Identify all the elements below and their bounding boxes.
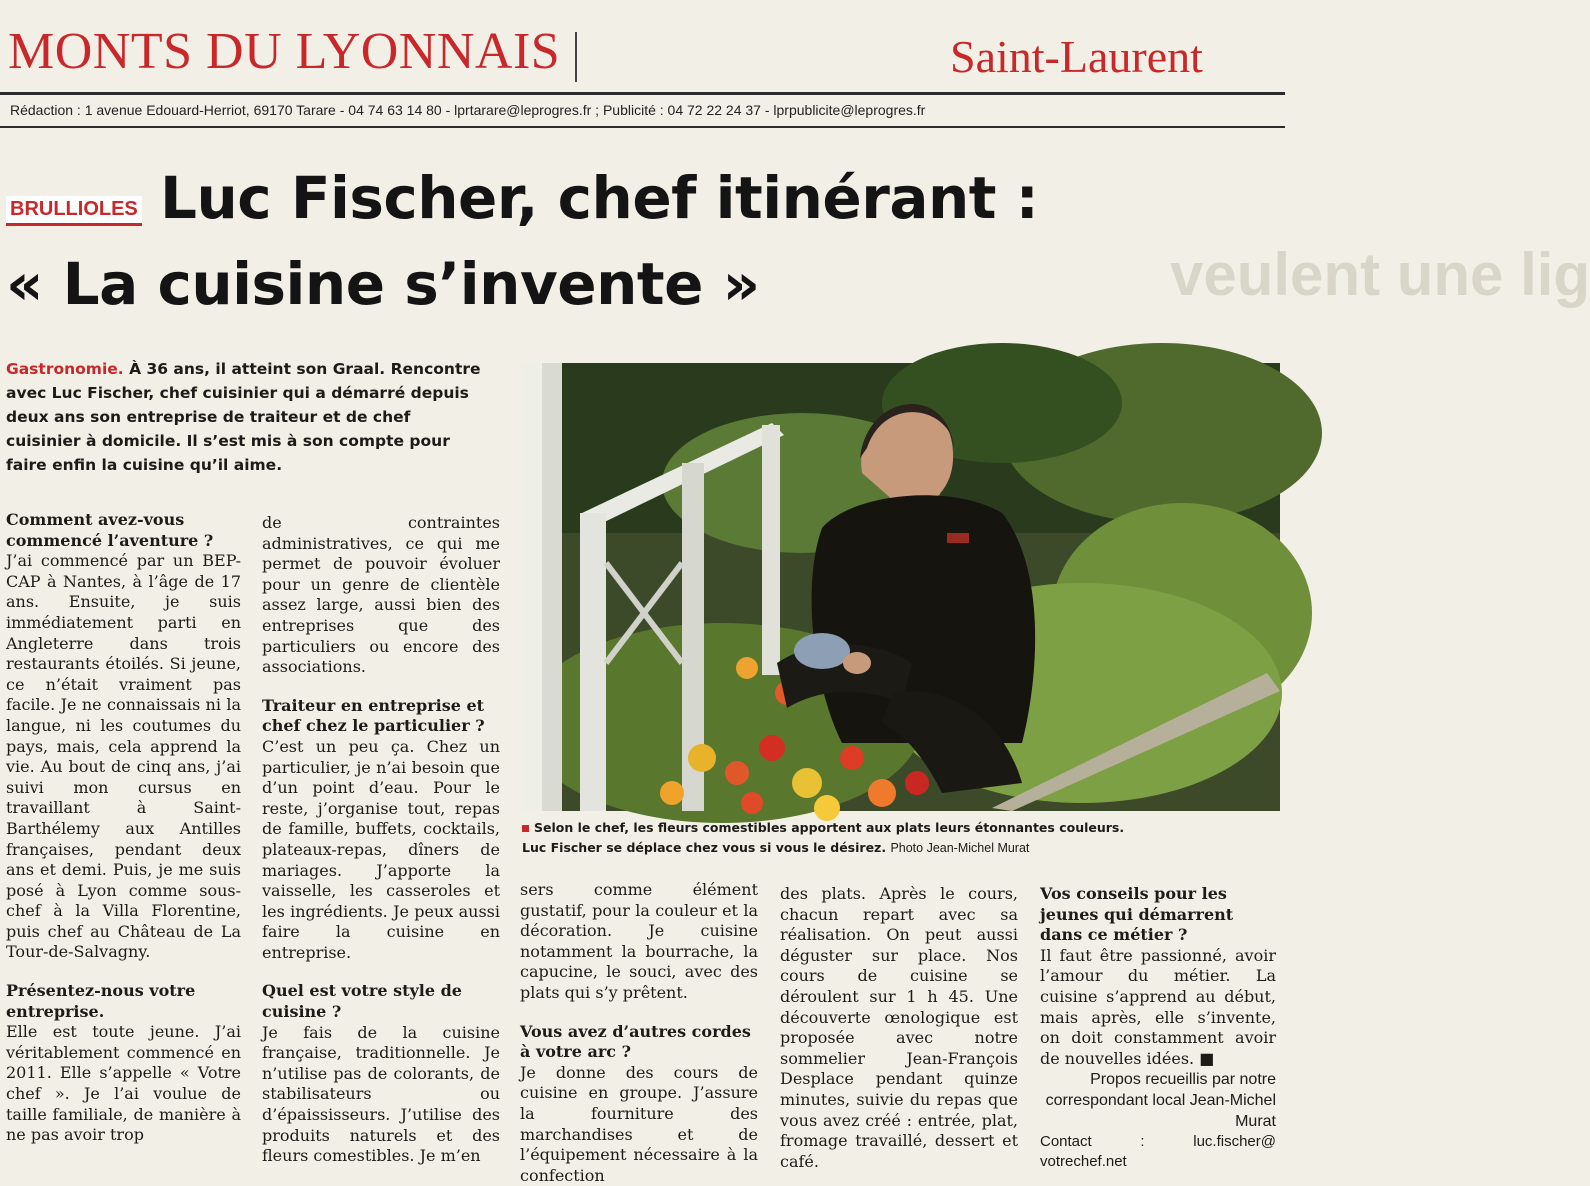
article-column-3 xyxy=(520,880,758,1186)
adjacent-article-headline-fragment: veulent une lig xyxy=(1170,241,1590,308)
editorial-contact-line: Rédaction : 1 avenue Edouard-Herriot, 69170 Tarare - 04 74 63 14 80 - lprtarare@leprogres.fr ; Publicité : 04 72 22 24 37 - lprpublicite@leprogres.fr xyxy=(10,102,926,118)
photo-caption xyxy=(522,818,1282,858)
top-rule xyxy=(0,92,1285,95)
contact-rule xyxy=(0,126,1285,128)
caption-line-1: Selon le chef, les fleurs comestibles apportent aux plats leurs étonnantes couleurs. xyxy=(534,820,1125,835)
headline-line-2: « La cuisine s’invente » xyxy=(6,250,760,318)
question-2: Présentez-nous votre entreprise. xyxy=(6,981,196,1021)
answer-6: Il faut être passionné, avoir l’amour du métier. La cuisine s’apprend au début, mais après, elle s’invente, on doit constamment avoir de nouvelles idées. ■ xyxy=(1040,945,1276,1068)
chef-garden-photo xyxy=(522,363,1280,811)
headline-line-1: Luc Fischer, chef itinérant : xyxy=(160,164,1039,232)
masthead-divider xyxy=(575,32,577,82)
location-kicker: BRULLIOLES xyxy=(6,196,142,226)
caption-marker xyxy=(522,825,529,832)
photo-credit: Photo Jean-Michel Murat xyxy=(890,841,1030,855)
question-4: Quel est votre style de cuisine ? xyxy=(262,981,462,1022)
answer-4-continued: sers comme élément gustatif, pour la couleur et la décoration. Je cuisine notamment la bourrache, la capucine, le souci, avec des plats qui s’y prêtent. xyxy=(520,880,758,1002)
question-1: Comment avez-vous commencé l’aventure ? xyxy=(6,510,214,550)
section-title: MONTS DU LYONNAIS xyxy=(8,23,561,80)
answer-1: J’ai commencé par un BEP-CAP à Nantes, à l’âge de 17 ans. Ensuite, je suis immédiatement parti en Angleterre dans trois restaurants étoilés. Si jeune, ce n’était vraiment pas facile. Je ne connaissais ni la langue, ni les coutumes du pays, mais, cela apprend la vie. Au bout de cinq ans, j’ai suivi mon cursus en travaillant à Saint-Barthélemy aux Antilles françaises, pendant deux ans et demi. Puis, je me suis posé à Lyon comme sous-chef à la Villa Florentine, puis chef au Château de La Tour-de-Salvagny. xyxy=(6,551,241,962)
article-column-2 xyxy=(262,513,500,1167)
signature: Propos recueillis par notre correspondant local Jean-Michel Murat xyxy=(1045,1071,1276,1131)
standfirst-text: À 36 ans, il atteint son Graal. Rencontre avec Luc Fischer, chef cuisinier qui a démarré depuis deux ans son entreprise de traiteur et de chef cuisinier à domicile. Il s’est mis à son compte pour faire enfin la cuisine qu’il aime. xyxy=(6,360,481,474)
contact-email: Contact : luc.fischer@ votrechef.net xyxy=(1040,1133,1276,1171)
answer-5: Je donne des cours de cuisine en groupe. J’assure la fourniture des marchandises et de l’équipement nécessaire à la confection xyxy=(520,1062,758,1185)
standfirst-tag: Gastronomie. xyxy=(6,360,124,378)
answer-4: Je fais de la cuisine française, traditionnelle. Je n’utilise pas de colorants, de stabilisateurs ou d’épaississeurs. J’utilise des produits naturels et des fleurs comestibles. Je m’en xyxy=(262,1022,500,1166)
question-3: Traiteur en entreprise et chef chez le particulier ? xyxy=(262,695,485,736)
answer-2-continued: de contraintes administratives, ce qui me permet de pouvoir évoluer pour un genre de clientèle assez large, aussi bien des entreprises que des particuliers ou encore des associations. xyxy=(262,513,500,677)
article-column-4 xyxy=(780,884,1018,1172)
question-5: Vous avez d’autres cordes à votre arc ? xyxy=(520,1021,751,1062)
answer-3: C’est un peu ça. Chez un particulier, je n’ai besoin que d’un point d’eau. Pour le reste, j’organise tout, repas de famille, buffets, cocktails, plateaux-repas, dîners de mariages. J’apporte la vaisselle, les casseroles et les ingrédients. Je peux aussi faire la cuisine en entreprise. xyxy=(262,736,500,962)
article-column-5 xyxy=(1040,884,1276,1172)
question-6: Vos conseils pour les jeunes qui démarrent dans ce métier ? xyxy=(1040,884,1234,945)
answer-5-continued: des plats. Après le cours, chacun repart avec sa réalisation. On peut aussi déguster sur place. Nos cours de cuisine se déroulent sur 1 h 45. Une découverte œnologique est proposée avec notre sommelier Jean-François Desplace pendant quinze minutes, suivie du repas que vous avez créé : entrée, plat, fromage travaillé, dessert et café. xyxy=(780,884,1018,1171)
town-title: Saint-Laurent xyxy=(950,31,1203,82)
standfirst xyxy=(6,357,481,477)
article-column-1 xyxy=(6,510,241,1146)
caption-line-2: Luc Fischer se déplace chez vous si vous le désirez. xyxy=(522,840,887,855)
answer-2: Elle est toute jeune. J’ai véritablement commencé en 2011. Elle s’appelle « Votre chef ». Je l’ai voulue de taille familiale, de manière à ne pas avoir trop xyxy=(6,1022,241,1145)
